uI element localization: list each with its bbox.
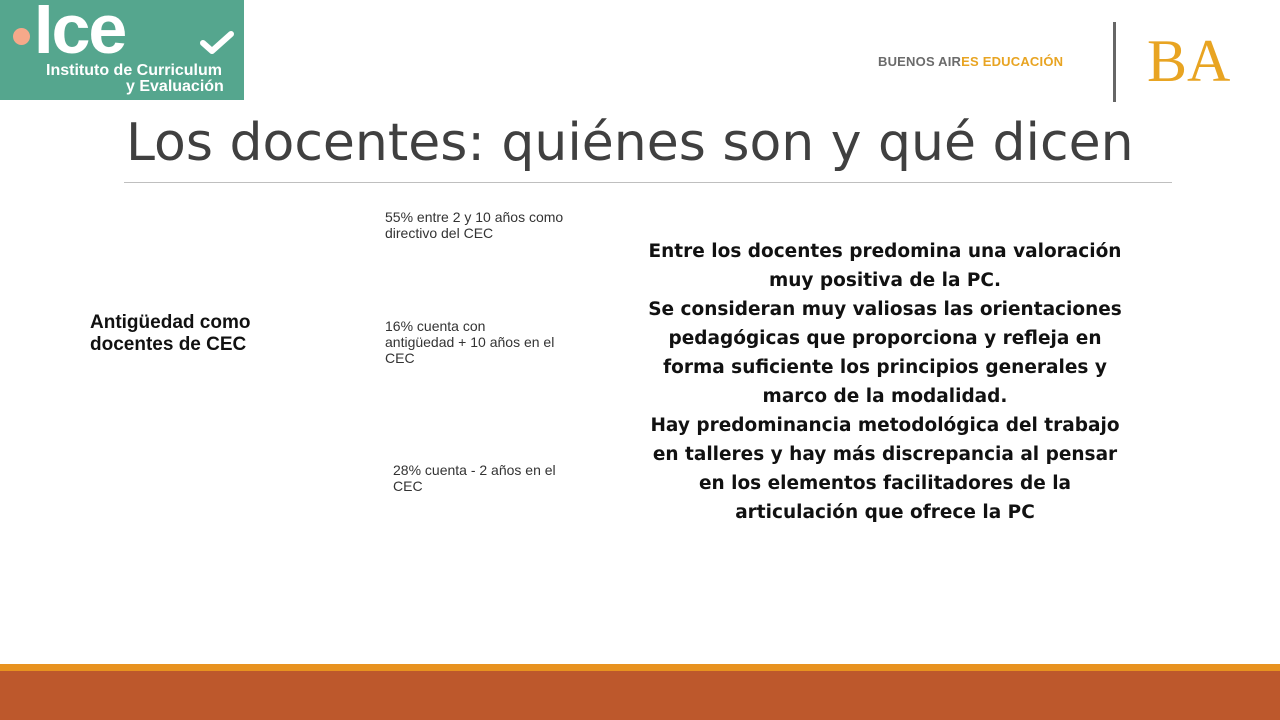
summary-paragraph: Entre los docentes predomina una valoración muy positiva de la PC.	[648, 241, 1122, 291]
checkmark-icon	[200, 30, 234, 56]
buenos-aires-educacion-logo	[878, 54, 1063, 69]
summary-text	[640, 237, 1130, 527]
ice-logo-dot-icon	[13, 28, 30, 45]
seniority-label: Antigüedad como docentes de CEC	[90, 312, 251, 355]
ice-logo-line2: y Evaluación	[126, 78, 224, 95]
ice-logo-line1: Instituto de Curriculum	[46, 62, 222, 79]
ba-logo-mark: BA	[1147, 28, 1231, 94]
ice-logo-mark: Ice	[34, 0, 126, 68]
ice-logo	[0, 0, 244, 100]
footer-band-rust	[0, 671, 1280, 720]
ba-text-gray: BUENOS AIR	[878, 54, 962, 69]
ba-text-accent: ES EDUCACIÓN	[961, 54, 1064, 69]
summary-paragraph: Se consideran muy valiosas las orientaciones pedagógicas que proporciona y refleja en forma suficiente los principios generales y marco de la modalidad.	[648, 299, 1122, 407]
slide-title: Los docentes: quiénes son y qué dicen	[126, 113, 1134, 173]
footer-band-orange	[0, 664, 1280, 671]
stat-under-2-years: 28% cuenta - 2 años en el CEC	[393, 462, 556, 494]
title-divider	[124, 182, 1172, 183]
stat-over-10-years: 16% cuenta con antigüedad + 10 años en el CEC	[385, 318, 555, 366]
logo-divider	[1113, 22, 1116, 102]
stat-2-to-10-years: 55% entre 2 y 10 años como directivo del CEC	[385, 209, 564, 241]
summary-paragraph: Hay predominancia metodológica del trabajo en talleres y hay más discrepancia al pensar en los elementos facilitadores de la articulación que ofrece la PC	[650, 415, 1120, 523]
